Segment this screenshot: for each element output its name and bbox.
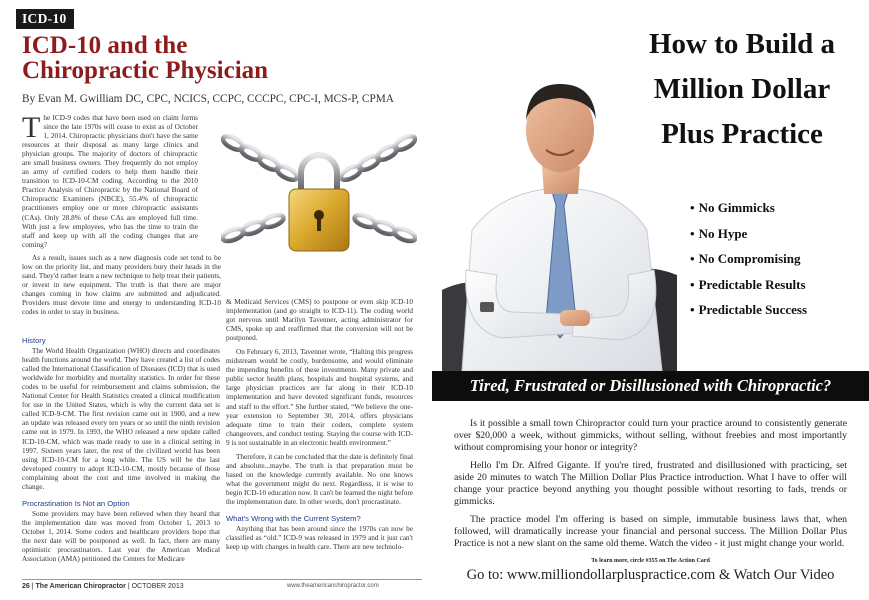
- ad-paragraph: The practice model I'm offering is based on simple, immutable business laws that, when followed, will dramatically increase your financial and personal success. The Million Dollar Plus Practice is not a new slant on the same old theme. Watch the video - it just might change your world.: [454, 514, 847, 549]
- title-line-2: Chiropractic Physician: [22, 57, 269, 84]
- subhead-current-system: What's Wrong with the Current System?: [226, 514, 361, 524]
- action-card-note: To learn more, circle #355 on The Action Card: [591, 558, 710, 564]
- byline: By Evan M. Gwilliam DC, CPC, NCICS, CCPC, CCCPC, CPC-I, MCS-P, CPMA: [22, 93, 394, 105]
- subhead-history: History: [22, 336, 46, 345]
- ad-benefit-list: [690, 200, 807, 328]
- page-footer: 26 | The American Chiropractor | OCTOBER 2013 www.theamericanchiropractor.com: [22, 579, 422, 590]
- article-title: [22, 33, 268, 83]
- paragraph: The World Health Organization (WHO) directs and coordinates health functions around the world. They have created a list of codes called the International Classification of Diseases (ICD) that is used worldwide for morbidity and mortality statistics. In order for these codes to be useful for reimbursement and claims submission, the National Center for Health Statistics created a clinical modification for use in the United States, which is why the current data set is called ICD-9-CM. The first revision came out in 1900, and a new an update was released every ten years or so until the ninth revision came out in 1979. In 1993, the WHO released a new update called ICD-10-CM, which was made ready to use in a clinical setting in 1997. Sixteen years later, the rest of the civilized world has been using ICD-10-CM for a long while. The US will be the last developed country to adopt ICD-10-CM, mostly because of those complaining about the cost and time involved in making the change.: [22, 347, 220, 491]
- ad-paragraph: Hello I'm Dr. Alfred Gigante. If you're tired, frustrated and disillusioned with practicing, set aside 20 minutes to watch The Million Dollar Plus Practice introduction. What I have to offer will change your practice beyond anything you thought possible without resorting to fads, trends or gimmicks.: [454, 460, 847, 507]
- drop-cap: T: [22, 111, 41, 144]
- subhead-procrastination: Procrastination Is Not an Option: [22, 498, 130, 508]
- ad-headline: [622, 22, 862, 157]
- publication-name: The American Chiropractor: [35, 583, 126, 590]
- paragraph-priority: [22, 254, 221, 322]
- paragraph: As a result, issues such as a new diagnosis code set tend to be low on the priority list, and many providers bury their heads in the sand. They'd rather learn a new technique to help treat their patients, or invest in new equipment. The truth is that there are major changes coming in how claims are submitted and adjudicated. Providers must devote time and energy to understanding ICD-10 codes in order to stay in business.: [22, 254, 221, 317]
- article-column-2: [226, 298, 413, 557]
- intro-text: he ICD-9 codes that have been used on claim forms since the late 1970s will cease to exist as of October 1, 2014. Chiropractic physicians don't have the same resources at their disposal as many large clinics and physician groups. The majority of doctors of chiropractic are small business owners. They frequently do not employ an army of certified coders to help them handle their transition to ICD-10-CM coding. According to the 2010 Practice Analysis of Chiropractic by the National Board of Chiropractic Examiners (NBCE), 55.4% of chiropractic practitioners employ one or more chiropractic assistants (CAs). Only 28.8% of these CAs are employed full time. With just a few employees, who has the time to train the staff and keep up with all the coding changes that are coming?: [22, 114, 198, 249]
- intro-paragraph: [22, 111, 198, 250]
- article-page: [0, 0, 432, 600]
- article-column-1: [22, 329, 220, 569]
- ad-paragraph: Is it possible a small town Chiropractor could turn your practice around to consistently generate over $20,000 a week, without gimmicks, without selling, without freebies and most importantly without compromising your honor or integrity?: [454, 418, 847, 453]
- paragraph: Some providers may have been relieved when they heard that the implementation date was moved from October 1, 2013 to October 1, 2014. Some coders and healthcare providers hope that the next date will be postponed as well. In fact, there are many optimistic procrastinators. Last year the American Medical Association (AMA) petitioned the Centers for Medicare: [22, 509, 220, 564]
- benefit-item: • No Hype: [690, 226, 807, 252]
- ad-website-link[interactable]: Go to: www.milliondollarpluspractice.com & Watch Our Video: [466, 567, 835, 583]
- section-tag: ICD-10: [16, 9, 74, 29]
- ad-body: [454, 418, 847, 556]
- issue-date: OCTOBER 2013: [131, 583, 184, 590]
- paragraph: On February 6, 2013, Tavenner wrote, “Halting this progress midstream would be costly, burdensome, and would eliminate the impending benefits of these investments. Many private and public sector health plans, hospitals and hospital systems, and large physician practices are far along in their ICD-10 implementation and have devoted significant funds, resources and staff to the effort.” She further stated, “We believe the one-year extension to September 30, 2014, offers physicians adequate time to train their coders, complete system changeovers, and conduct testing. Staying the course with ICD-9 is not sustainable in an electronic health environment.”: [226, 348, 413, 447]
- padlock-chains-image: [221, 125, 417, 263]
- benefit-item: • No Compromising: [690, 251, 807, 277]
- paragraph: & Medicaid Services (CMS) to postpone or even skip ICD-10 implementation (and go straight to ICD-11). The coding world got nervous until Marilyn Tavenner, acting administrator for CMS, spoke up and reaffirmed that the conversion will not be postponed.: [226, 298, 413, 343]
- headline-line: Plus Practice: [661, 118, 823, 150]
- benefit-item: • Predictable Results: [690, 277, 807, 303]
- ad-hero: [432, 0, 869, 371]
- advertisement-page: [432, 0, 869, 600]
- benefit-item: • Predictable Success: [690, 302, 807, 328]
- paragraph: Therefore, it can be concluded that the date is definitely final and absolute...maybe. The truth is that preparation must be based on the knowledge currently available. No one knows what the government might do next. Regardless, it is wise to begin ICD-10 education now. It can't be learned the night before the implementation date. In other words, don't procrastinate.: [226, 452, 413, 506]
- headline-line: How to Build a: [648, 28, 836, 60]
- ad-banner: Tired, Frustrated or Disillusioned with Chiropractic?: [432, 371, 869, 401]
- paragraph: Anything that has been around since the 1970s can now be classified as “old.” ICD-9 was released in 1979 and it just can't keep up with changes in health care. There are new technolo-: [226, 525, 413, 552]
- benefit-item: • No Gimmicks: [690, 200, 807, 226]
- title-line-1: ICD-10 and the: [22, 32, 188, 59]
- page-number: 26: [22, 583, 30, 590]
- headline-line: Million Dollar: [653, 73, 831, 105]
- footer-url[interactable]: www.theamericanchiropractor.com: [287, 583, 379, 589]
